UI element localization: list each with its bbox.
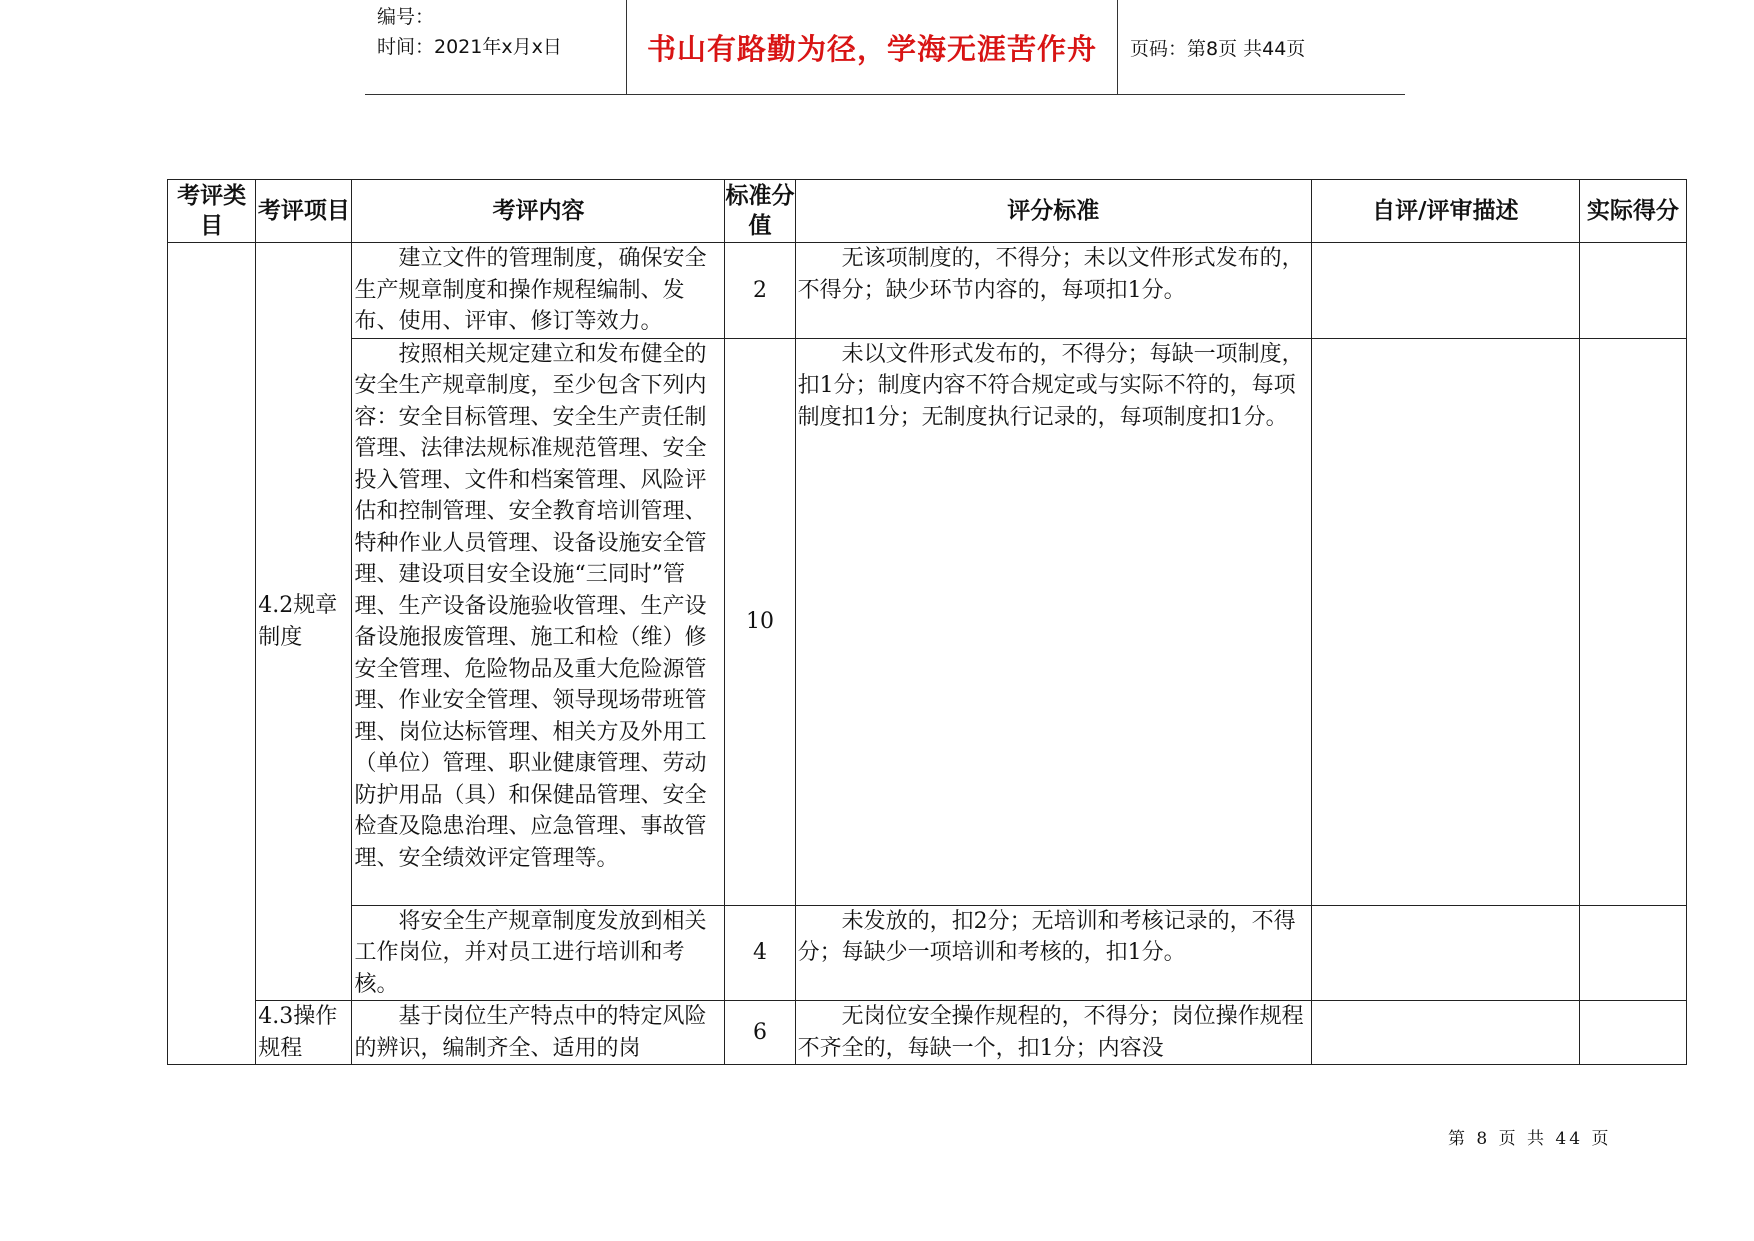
serial-label: 编号： — [377, 6, 435, 28]
actual-score-cell[interactable] — [1579, 338, 1686, 905]
evaluation-table — [167, 179, 1687, 1065]
score-cell: 10 — [725, 338, 795, 905]
table-row — [168, 1001, 1687, 1065]
header-motto: 书山有路勤为径，学海无涯苦作舟 — [627, 0, 1118, 94]
header-category: 考评类目 — [168, 180, 256, 243]
table-row — [168, 905, 1687, 1001]
header-score: 标准分值 — [725, 180, 795, 243]
content-cell: 按照相关规定建立和发布健全的安全生产规章制度，至少包含下列内容：安全目标管理、安全生产责任制管理、法律法规标准规范管理、安全投入管理、文件和档案管理、风险评估和控制管理、安全教育培训管理、特种作业人员管理、设备设施安全管理、建设项目安全设施“三同时”管理、生产设备设施验收管理、生产设备设施报废管理、施工和检（维）修安全管理、危险物品及重大危险源管理、作业安全管理、领导现场带班管理、岗位达标管理、相关方及外用工（单位）管理、职业健康管理、劳动防护用品（具）和保健品管理、安全检查及隐患治理、应急管理、事故管理、安全绩效评定管理等。 — [352, 338, 725, 905]
header-actual: 实际得分 — [1579, 180, 1686, 243]
header-criteria: 评分标准 — [795, 180, 1311, 243]
criteria-cell: 无该项制度的，不得分；未以文件形式发布的，不得分；缺少环节内容的，每项扣1分。 — [795, 243, 1311, 339]
actual-score-cell[interactable] — [1579, 905, 1686, 1001]
page-footer: 第 8 页 共 44 页 — [1448, 1129, 1612, 1149]
score-cell: 6 — [725, 1001, 795, 1065]
actual-score-cell[interactable] — [1579, 1001, 1686, 1065]
header-item: 考评项目 — [256, 180, 352, 243]
header-content: 考评内容 — [352, 180, 725, 243]
header-self-eval: 自评/评审描述 — [1311, 180, 1579, 243]
score-cell: 2 — [725, 243, 795, 339]
content-cell: 将安全生产规章制度发放到相关工作岗位，并对员工进行培训和考核。 — [352, 905, 725, 1001]
criteria-cell: 无岗位安全操作规程的，不得分；岗位操作规程不齐全的，每缺一个，扣1分；内容没 — [795, 1001, 1311, 1065]
header-meta — [365, 0, 627, 94]
category-cell — [168, 243, 256, 1065]
actual-score-cell[interactable] — [1579, 243, 1686, 339]
self-eval-cell[interactable] — [1311, 1001, 1579, 1065]
header-page-info: 页码：第8页 共44页 — [1130, 37, 1306, 60]
score-cell: 4 — [725, 905, 795, 1001]
criteria-cell: 未以文件形式发布的，不得分；每缺一项制度，扣1分；制度内容不符合规定或与实际不符的，每项制度扣1分；无制度执行记录的，每项制度扣1分。 — [795, 338, 1311, 905]
self-eval-cell[interactable] — [1311, 243, 1579, 339]
content-cell: 建立文件的管理制度，确保安全生产规章制度和操作规程编制、发布、使用、评审、修订等效力。 — [352, 243, 725, 339]
table-row — [168, 243, 1687, 339]
content-cell: 基于岗位生产特点中的特定风险的辨识，编制齐全、适用的岗 — [352, 1001, 725, 1065]
self-eval-cell[interactable] — [1311, 905, 1579, 1001]
self-eval-cell[interactable] — [1311, 338, 1579, 905]
item-cell-4-3: 4.3操作规程 — [256, 1001, 352, 1065]
page-header — [365, 0, 1405, 95]
table-header-row — [168, 180, 1687, 243]
criteria-cell: 未发放的，扣2分；无培训和考核记录的，不得分；每缺少一项培训和考核的，扣1分。 — [795, 905, 1311, 1001]
item-cell-4-2: 4.2规章制度 — [256, 243, 352, 1001]
table-row — [168, 338, 1687, 905]
date-text: 时间：2021年x月x日 — [377, 36, 562, 58]
